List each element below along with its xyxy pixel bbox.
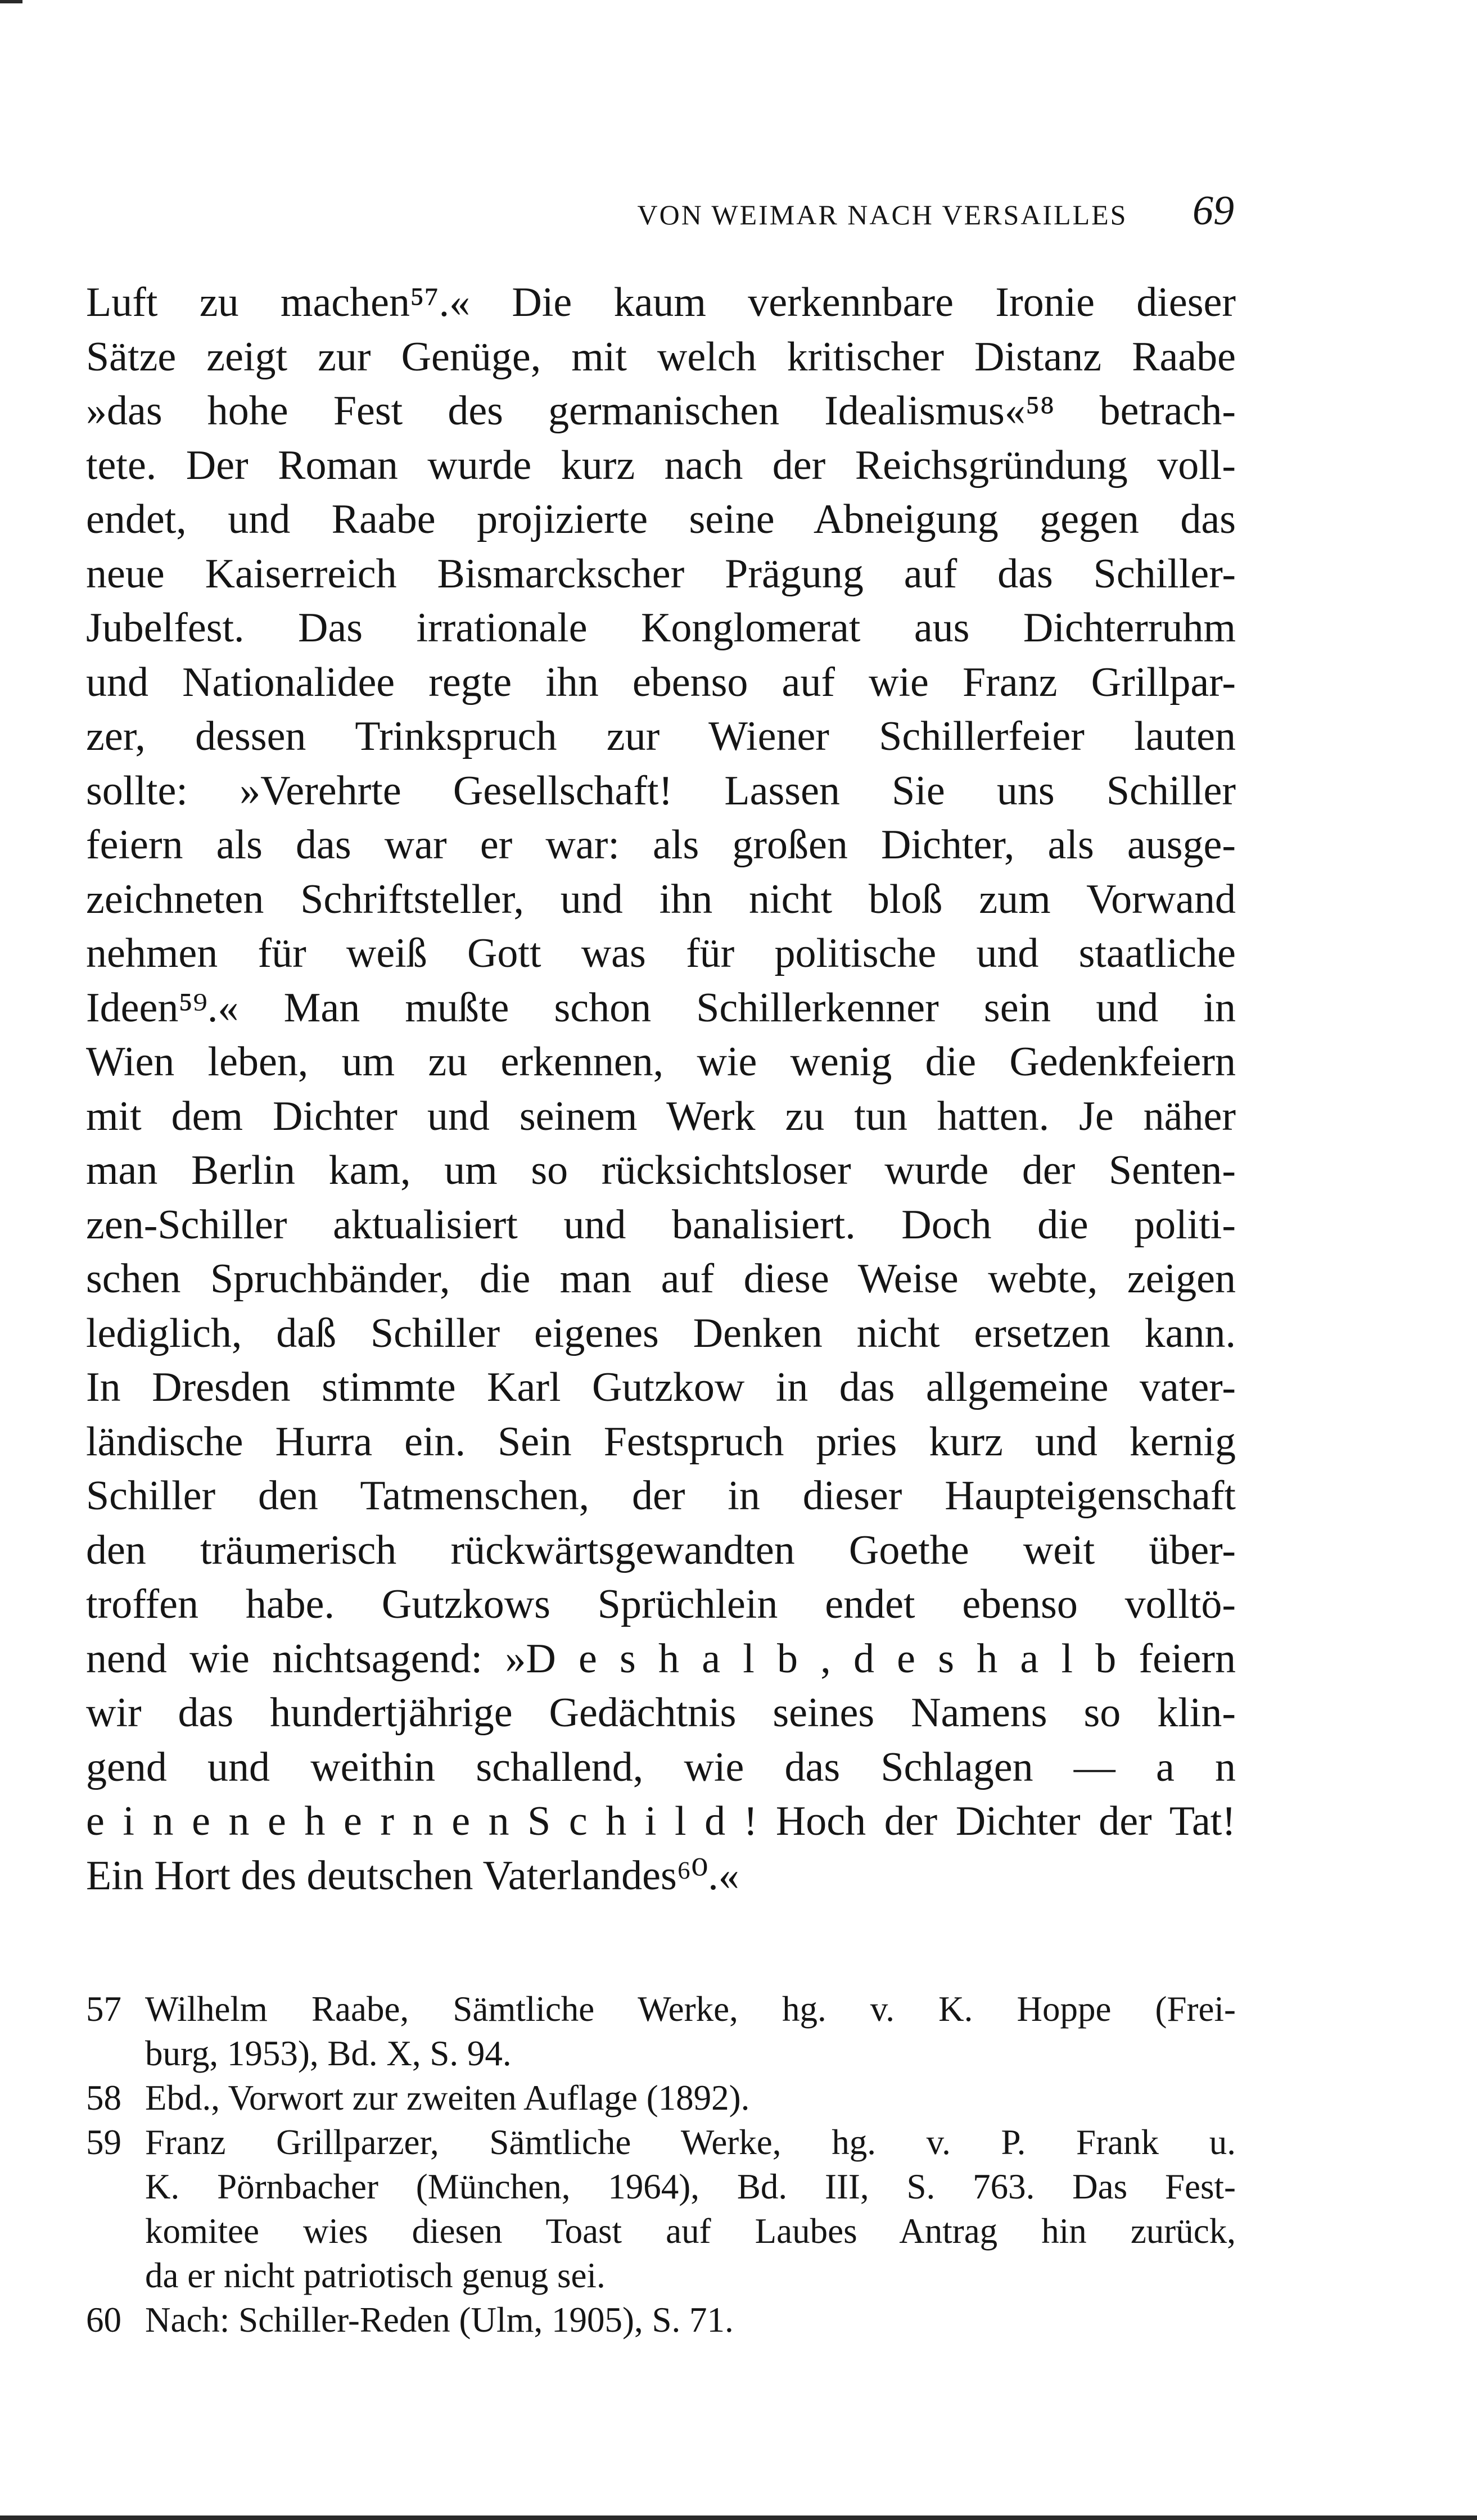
text-line: nehmen für weiß Gott was für politische und staatliche	[86, 930, 1236, 976]
footnote-text: Nach: Schiller-Reden (Ulm, 1905), S. 71.	[145, 2300, 734, 2340]
text-line: sollte: »Verehrte Gesellschaft! Lassen Sie uns Schiller	[86, 767, 1236, 814]
scan-edge-mark	[0, 0, 22, 3]
text-line: troffen habe. Gutzkows Sprüchlein endet ebenso volltö-	[86, 1581, 1236, 1627]
text-line: Schiller den Tatmenschen, der in dieser Haupteigenschaft	[86, 1473, 1236, 1519]
text-line: nend wie nichtsagend: »D e s h a l b , d e s h a l b feiern	[86, 1635, 1236, 1682]
footnote-continuation: K. Pörnbacher (München, 1964), Bd. III, S. 763. Das Fest-	[145, 2167, 1236, 2206]
footnote-continuation: burg, 1953), Bd. X, S. 94.	[145, 2034, 512, 2073]
footnote-number: 58	[86, 2078, 121, 2118]
text-line: Ein Hort des deutschen Vaterlandes⁶⁰.«	[86, 1852, 739, 1899]
footnote-number: 59	[86, 2123, 121, 2162]
text-line: Jubelfest. Das irrationale Konglomerat aus Dichterruhm	[86, 605, 1236, 651]
text-line: den träumerisch rückwärtsgewandten Goethe weit über-	[86, 1527, 1236, 1573]
footnote-57	[86, 1987, 1236, 2032]
text-line: wir das hundertjährige Gedächtnis seines Namens so klin-	[86, 1690, 1236, 1736]
text-line: tete. Der Roman wurde kurz nach der Reichsgründung voll-	[86, 442, 1236, 488]
text-line: Ideen⁵⁹.« Man mußte schon Schillerkenner sein und in	[86, 984, 1236, 1031]
text-line: schen Spruchbänder, die man auf diese Weise webte, zeigen	[86, 1256, 1236, 1302]
footnote-number: 57	[86, 1989, 121, 2029]
text-line: »das hohe Fest des germanischen Idealismus«⁵⁸ betrach-	[86, 388, 1236, 434]
footnote-number: 60	[86, 2300, 121, 2340]
running-header	[222, 186, 1234, 240]
text-line: zer, dessen Trinkspruch zur Wiener Schillerfeier lauten	[86, 713, 1236, 759]
footnote-60	[86, 2298, 1236, 2342]
page-number: 69	[1193, 188, 1234, 234]
footnote-59	[86, 2120, 1236, 2165]
footnote-text: Wilhelm Raabe, Sämtliche Werke, hg. v. K. Hoppe (Frei-	[145, 1989, 1236, 2029]
text-line: und Nationalidee regte ihn ebenso auf wie Franz Grillpar-	[86, 659, 1236, 705]
text-line: Wien leben, um zu erkennen, wie wenig die Gedenkfeiern	[86, 1039, 1236, 1085]
footnote-58	[86, 2076, 1236, 2120]
footnotes	[86, 1987, 1236, 2342]
text-line: mit dem Dichter und seinem Werk zu tun hatten. Je näher	[86, 1093, 1236, 1139]
footnote-continuation: da er nicht patriotisch genug sei.	[145, 2256, 606, 2295]
text-line: Sätze zeigt zur Genüge, mit welch kritischer Distanz Raabe	[86, 333, 1236, 380]
text-line: gend und weithin schallend, wie das Schlagen — a n	[86, 1744, 1236, 1790]
footnote-text: Ebd., Vorwort zur zweiten Auflage (1892).	[145, 2078, 750, 2118]
text-line: Luft zu machen⁵⁷.« Die kaum verkennbare Ironie dieser	[86, 279, 1236, 325]
text-line: In Dresden stimmte Karl Gutzkow in das allgemeine vater-	[86, 1364, 1236, 1410]
text-line: man Berlin kam, um so rücksichtsloser wurde der Senten-	[86, 1147, 1236, 1193]
running-title: VON WEIMAR NACH VERSAILLES	[637, 199, 1128, 230]
text-line: ländische Hurra ein. Sein Festspruch pries kurz und kernig	[86, 1418, 1236, 1465]
text-line: lediglich, daß Schiller eigenes Denken nicht ersetzen kann.	[86, 1310, 1236, 1356]
text-line: zeichneten Schriftsteller, und ihn nicht bloß zum Vorwand	[86, 876, 1236, 922]
text-line: zen-Schiller aktualisiert und banalisiert. Doch die politi-	[86, 1201, 1236, 1248]
footnote-continuation: komitee wies diesen Toast auf Laubes Antrag hin zurück,	[145, 2211, 1236, 2251]
text-line: feiern als das war er war: als großen Dichter, als ausge-	[86, 822, 1236, 868]
body-text	[86, 275, 1236, 1903]
text-line: neue Kaiserreich Bismarckscher Prägung auf das Schiller-	[86, 550, 1236, 597]
footnote-text: Franz Grillparzer, Sämtliche Werke, hg. v. P. Frank u.	[145, 2123, 1236, 2162]
text-line: endet, und Raabe projizierte seine Abneigung gegen das	[86, 496, 1236, 542]
scan-edge-mark	[0, 2516, 1477, 2520]
text-line: e i n e n e h e r n e n S c h i l d ! Hoch der Dichter der Tat!	[86, 1798, 1236, 1844]
